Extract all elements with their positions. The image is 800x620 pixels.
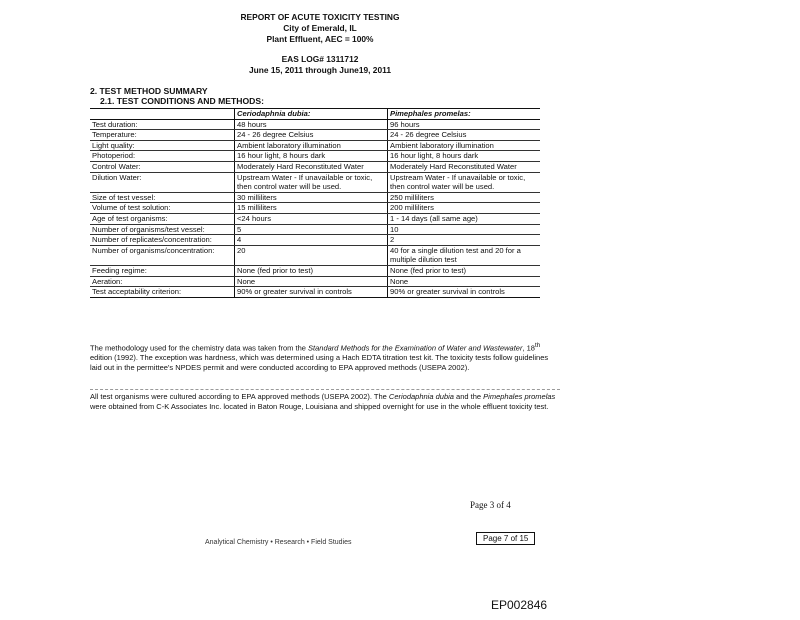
table-header-ceriodaphnia: Ceriodaphnia dubia: — [235, 109, 388, 120]
table-row — [90, 224, 540, 235]
row-pimephales: 2 — [388, 235, 541, 246]
row-ceriodaphnia: Moderately Hard Reconstituted Water — [235, 161, 388, 172]
row-ceriodaphnia: 30 milliliters — [235, 192, 388, 203]
para1-standard-methods: Standard Methods for the Examination of Water and Wastewater — [308, 343, 523, 353]
page-of-label: Page 3 of 4 — [470, 500, 511, 510]
divider — [90, 389, 560, 390]
table-row — [90, 265, 540, 276]
table-row — [90, 119, 540, 130]
header-line5: June 15, 2011 through June19, 2011 — [249, 65, 391, 75]
table-row — [90, 203, 540, 214]
table-row — [90, 213, 540, 224]
row-ceriodaphnia: 90% or greater survival in controls — [235, 287, 388, 298]
table-row — [90, 161, 540, 172]
row-pimephales: 250 milliliters — [388, 192, 541, 203]
table-row — [90, 151, 540, 162]
row-ceriodaphnia: 20 — [235, 245, 388, 265]
row-pimephales: Upstream Water - If unavailable or toxic, then control water will be used. — [388, 172, 541, 192]
test-conditions-table — [90, 108, 540, 298]
table-header-blank — [90, 109, 235, 120]
log-info — [0, 54, 640, 76]
table-row — [90, 276, 540, 287]
organisms-paragraph — [90, 392, 560, 412]
row-ceriodaphnia: 5 — [235, 224, 388, 235]
row-label: Test acceptability criterion: — [90, 287, 235, 298]
row-label: Number of organisms/test vessel: — [90, 224, 235, 235]
header-line4: EAS LOG# 1311712 — [281, 54, 359, 64]
para2-text1: All test organisms were cultured according to EPA approved methods (USEPA 2002). The — [90, 392, 389, 401]
footer-text: Analytical Chemistry • Research • Field Studies — [205, 539, 352, 546]
section-subheading: 2.1. TEST CONDITIONS AND METHODS: — [100, 96, 264, 106]
row-pimephales: Ambient laboratory illumination — [388, 140, 541, 151]
row-ceriodaphnia: 48 hours — [235, 119, 388, 130]
para1-text1: The methodology used for the chemistry data was taken from the — [90, 343, 309, 353]
row-pimephales: 40 for a single dilution test and 20 for a multiple dilution test — [388, 245, 541, 265]
row-label: Light quality: — [90, 140, 235, 151]
table-row — [90, 235, 540, 246]
bates-number: EP002846 — [491, 598, 548, 612]
header-line3: Plant Effluent, AEC = 100% — [266, 34, 374, 44]
row-ceriodaphnia: <24 hours — [235, 213, 388, 224]
row-label: Volume of test solution: — [90, 203, 235, 214]
table-row — [90, 172, 540, 192]
para2-pimephales: Pimephales promelas — [483, 392, 556, 401]
row-label: Test duration: — [90, 119, 235, 130]
row-label: Number of replicates/concentration: — [90, 235, 235, 246]
table-row — [90, 245, 540, 265]
row-label: Photoperiod: — [90, 151, 235, 162]
row-pimephales: 16 hour light, 8 hours dark — [388, 151, 541, 162]
row-ceriodaphnia: 24 - 26 degree Celsius — [235, 130, 388, 141]
row-label: Size of test vessel: — [90, 192, 235, 203]
row-label: Control Water: — [90, 161, 235, 172]
row-ceriodaphnia: 16 hour light, 8 hours dark — [235, 151, 388, 162]
table-header-row — [90, 109, 540, 120]
methodology-paragraph — [90, 341, 560, 373]
row-pimephales: None — [388, 276, 541, 287]
row-pimephales: None (fed prior to test) — [388, 265, 541, 276]
row-pimephales: Moderately Hard Reconstituted Water — [388, 161, 541, 172]
para1-sup: th — [534, 342, 541, 349]
row-pimephales: 200 milliliters — [388, 203, 541, 214]
para1-text4: edition (1992). The exception was hardness, which was determined using a Hach EDTA titration test kit. The toxicity tests follow guidelines laid out in the permittee's NPDES permit and were conducted according to EPA approved methods (USEPA 2002). — [90, 353, 549, 373]
header-line2: City of Emerald, IL — [283, 23, 357, 33]
table-row — [90, 192, 540, 203]
row-pimephales: 96 hours — [388, 119, 541, 130]
table-header-pimephales: Pimephales promelas: — [388, 109, 541, 120]
row-ceriodaphnia: None (fed prior to test) — [235, 265, 388, 276]
table-row — [90, 140, 540, 151]
header-line1: REPORT OF ACUTE TOXICITY TESTING — [240, 12, 400, 22]
para1-text3: , 18 — [522, 343, 535, 353]
row-label: Feeding regime: — [90, 265, 235, 276]
row-label: Dilution Water: — [90, 172, 235, 192]
row-label: Aeration: — [90, 276, 235, 287]
section-heading: 2. TEST METHOD SUMMARY — [90, 86, 208, 96]
row-pimephales: 24 - 26 degree Celsius — [388, 130, 541, 141]
row-ceriodaphnia: 15 milliliters — [235, 203, 388, 214]
page-number-box: Page 7 of 15 — [476, 532, 535, 545]
table-row — [90, 130, 540, 141]
row-label: Age of test organisms: — [90, 213, 235, 224]
row-pimephales: 1 - 14 days (all same age) — [388, 213, 541, 224]
table-row — [90, 287, 540, 298]
row-ceriodaphnia: Ambient laboratory illumination — [235, 140, 388, 151]
row-label: Number of organisms/concentration: — [90, 245, 235, 265]
row-ceriodaphnia: 4 — [235, 235, 388, 246]
para2-text5: were obtained from C-K Associates Inc. located in Baton Rouge, Louisiana and shipped overnight for use in the whole effluent toxicity test. — [90, 401, 549, 411]
row-pimephales: 10 — [388, 224, 541, 235]
row-pimephales: 90% or greater survival in controls — [388, 287, 541, 298]
para2-ceriodaphnia: Ceriodaphnia dubia — [388, 392, 454, 401]
row-ceriodaphnia: Upstream Water - If unavailable or toxic, then control water will be used. — [235, 172, 388, 192]
report-title — [0, 12, 640, 45]
row-label: Temperature: — [90, 130, 235, 141]
row-ceriodaphnia: None — [235, 276, 388, 287]
para2-text3: and the — [453, 392, 484, 401]
